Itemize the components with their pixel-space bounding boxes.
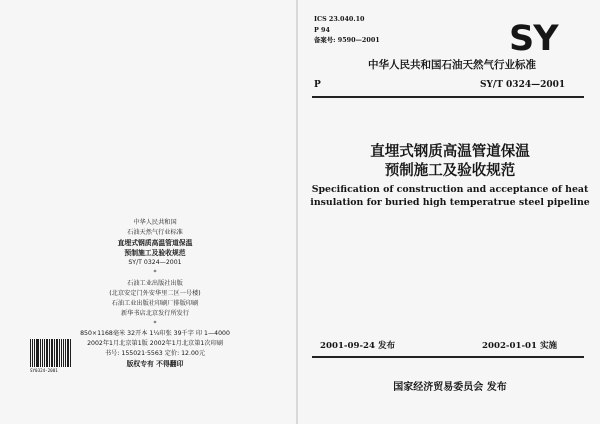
colophon-title-line: 预制施工及验收规范 [124, 249, 186, 258]
industry-standard-title: 中华人民共和国石油天然气行业标准 [368, 59, 536, 71]
barcode [30, 339, 72, 371]
colophon-separator: * [153, 319, 157, 327]
colophon-line: 石油工业出版社出版 [127, 279, 183, 287]
barcode-bar [42, 339, 43, 367]
barcode-bar [34, 339, 35, 367]
title-english-line-1: Specification of construction and acceptance of heat [311, 184, 589, 195]
barcode-bar [59, 339, 60, 367]
barcode-bar [37, 339, 39, 367]
category-letter: P [314, 80, 321, 90]
barcode-bar [54, 339, 55, 367]
effective-date: 2002-01-01 实施 [482, 341, 558, 351]
barcode-bar [46, 339, 47, 367]
barcode-bar [49, 339, 50, 367]
colophon-line: 中华人民共和国 [133, 219, 177, 226]
barcode-bar [63, 339, 64, 367]
barcode-bar [65, 339, 66, 367]
barcode-number: SY0324-2001 [30, 368, 58, 373]
colophon-line: 书号: 155021·5563 定价: 12.00元 [104, 350, 206, 358]
classification-block [314, 14, 380, 46]
title-chinese-line-1: 直埋式钢质高温管道保温 [370, 144, 530, 160]
colophon-standard-number: SY/T 0324—2001 [128, 259, 182, 267]
colophon-line: 新华书店北京发行所发行 [120, 309, 190, 317]
standard-number: SY/T 0324—2001 [480, 80, 566, 90]
barcode-bar [70, 339, 71, 367]
barcode-bar [57, 339, 58, 367]
barcode-bar [56, 339, 57, 367]
colophon-block [80, 218, 230, 369]
colophon-line: 2002年1月北京第1版 2002年1月北京第1次印刷 [87, 340, 223, 348]
barcode-bar [47, 339, 48, 367]
top-rule [312, 96, 584, 98]
colophon-title-line: 直埋式钢质高温管道保温 [117, 239, 193, 248]
sy-logo: SY [509, 19, 558, 59]
title-english-line-2: insulation for buried high temperatrue steel pipeline [310, 197, 590, 208]
page-fold [296, 0, 298, 424]
barcode-bar [44, 339, 45, 367]
barcode-bar [40, 339, 41, 367]
barcode-bar [51, 339, 53, 367]
colophon-separator: * [153, 269, 157, 277]
record-number: 备案号: 9590—2001 [314, 36, 380, 44]
barcode-bar [67, 339, 68, 367]
barcode-bar [36, 339, 37, 367]
barcode-bar [32, 339, 33, 367]
colophon-line: 石油工业出版社印刷厂排版印刷 [111, 299, 199, 307]
colophon-line: 石油天然气行业标准 [127, 229, 183, 237]
issuing-authority: 国家经济贸易委员会 发布 [393, 382, 507, 393]
title-chinese-line-2: 预制施工及验收规范 [384, 163, 516, 179]
colophon-line: 850×1168毫米 32开本 1¼印张 39千字 印 1—4000 [80, 330, 230, 338]
barcode-bar [30, 339, 31, 367]
copyright-notice: 版权专有 不得翻印 [126, 360, 184, 369]
colophon-line: (北京安定门外安华里二区一号楼) [109, 289, 201, 297]
barcode-bar [68, 339, 69, 367]
class-code: P 94 [314, 25, 330, 34]
ics-code: ICS 23.040.10 [314, 15, 365, 23]
bottom-rule [312, 356, 584, 358]
barcode-icon [30, 339, 72, 367]
issue-date: 2001-09-24 发布 [320, 341, 396, 351]
barcode-bar [61, 339, 62, 367]
